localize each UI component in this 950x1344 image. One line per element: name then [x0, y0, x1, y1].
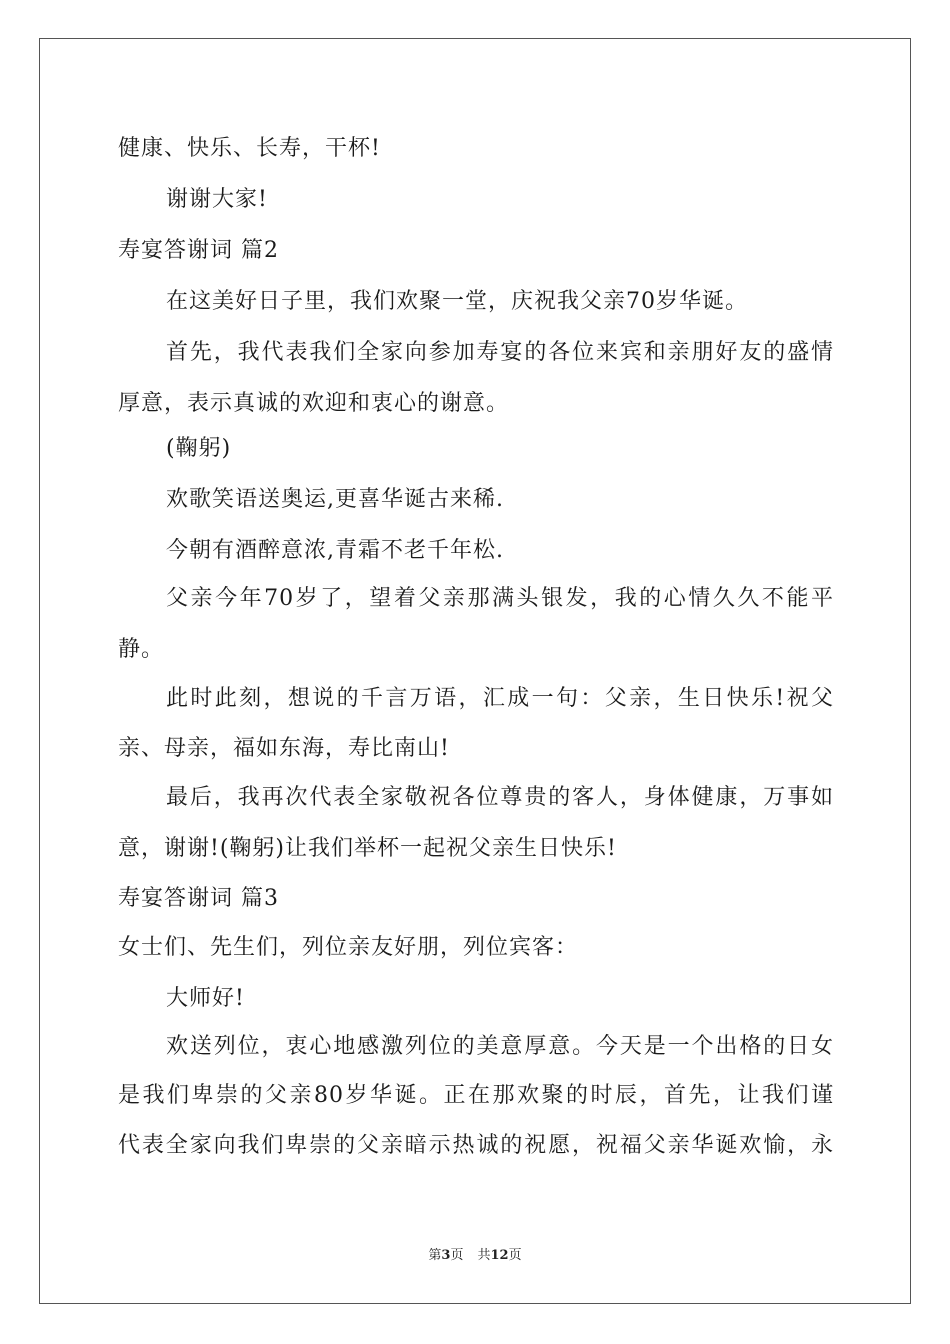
body-line: 是我们卑崇的父亲80岁华诞。正在那欢聚的时辰，首先，让我们谨 — [118, 1083, 834, 1108]
body-line: 首先，我代表我们全家向参加寿宴的各位来宾和亲朋好友的盛情 — [166, 340, 834, 365]
body-line: 大师好! — [166, 986, 245, 1011]
footer-page-prefix: 第 — [428, 1248, 442, 1263]
body-line: 代表全家向我们卑崇的父亲暗示热诚的祝愿，祝福父亲华诞欢愉，永 — [118, 1133, 834, 1158]
body-line: 欢歌笑语送奥运,更喜华诞古来稀. — [166, 487, 504, 512]
body-line: 厚意，表示真诚的欢迎和衷心的谢意。 — [118, 391, 510, 416]
footer-total-prefix: 共 — [477, 1248, 491, 1263]
page-border — [39, 38, 911, 1304]
body-line: 亲、母亲，福如东海，寿比南山! — [118, 736, 450, 761]
body-line: 父亲今年70岁了，望着父亲那满头银发，我的心情久久不能平 — [166, 586, 834, 611]
footer-total-suffix: 页 — [508, 1248, 522, 1263]
body-line: 谢谢大家! — [166, 187, 268, 212]
section-heading: 寿宴答谢词 篇2 — [118, 238, 279, 263]
body-line: 静。 — [118, 637, 165, 662]
body-line: 在这美好日子里，我们欢聚一堂，庆祝我父亲70岁华诞。 — [166, 289, 748, 314]
body-line: 最后，我再次代表全家敬祝各位尊贵的客人，身体健康，万事如 — [166, 785, 834, 810]
footer-total-pages: 12 — [490, 1248, 509, 1263]
body-line: 此时此刻，想说的千言万语，汇成一句：父亲，生日快乐!祝父 — [166, 686, 834, 711]
body-line: 女士们、先生们，列位亲友好朋，列位宾客： — [118, 935, 579, 960]
body-line: (鞠躬) — [166, 436, 232, 461]
body-line: 意，谢谢!(鞠躬)让我们举杯一起祝父亲生日快乐! — [118, 836, 617, 861]
footer-page-number: 3 — [441, 1248, 451, 1263]
body-line: 健康、快乐、长寿，干杯! — [118, 136, 381, 161]
body-line: 欢送列位，衷心地感激列位的美意厚意。今天是一个出格的日女 — [166, 1034, 834, 1059]
body-line: 今朝有酒醉意浓,青霜不老千年松. — [166, 538, 504, 563]
footer-page-suffix: 页 — [450, 1248, 464, 1263]
section-heading: 寿宴答谢词 篇3 — [118, 886, 279, 911]
page-footer — [0, 1247, 950, 1265]
